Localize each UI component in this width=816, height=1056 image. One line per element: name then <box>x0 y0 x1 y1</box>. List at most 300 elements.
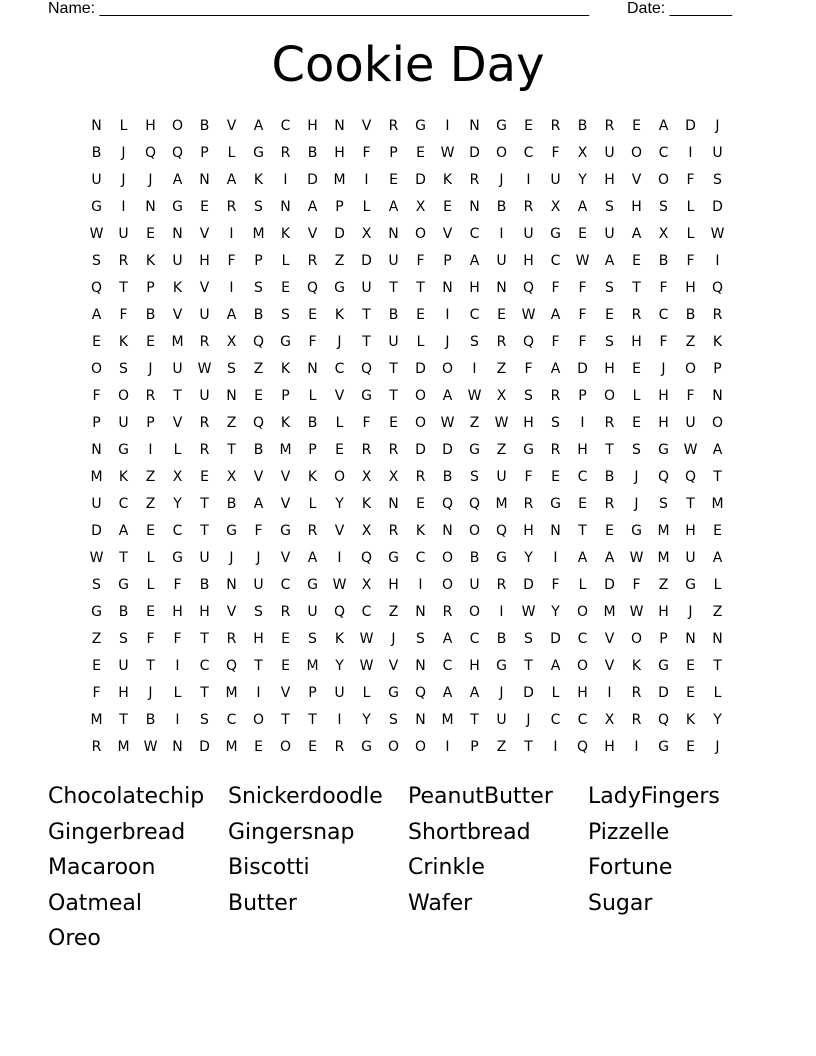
grid-letter: I <box>418 577 423 593</box>
grid-letter: G <box>496 550 507 566</box>
grid-letter: E <box>308 739 317 755</box>
grid-letter: T <box>470 712 479 728</box>
grid-letter: R <box>388 118 399 134</box>
grid-letter: V <box>334 388 345 404</box>
grid-letter: T <box>389 280 398 296</box>
grid-letter: W <box>440 145 455 161</box>
grid-letter: V <box>361 118 372 134</box>
grid-letter: E <box>686 658 695 674</box>
grid-letter: C <box>280 118 291 134</box>
grid-letter: E <box>605 307 614 323</box>
grid-letter: F <box>146 631 155 647</box>
grid-letter: I <box>445 739 450 755</box>
grid-letter: U <box>199 307 210 323</box>
grid-letter: J <box>634 469 639 485</box>
grid-letter: H <box>577 442 588 458</box>
grid-letter: T <box>308 712 317 728</box>
grid-letter: W <box>143 739 158 755</box>
grid-letter: M <box>117 739 130 755</box>
grid-letter: J <box>715 739 720 755</box>
grid-letter: S <box>254 199 263 215</box>
grid-letter: I <box>175 658 180 674</box>
grid-letter: H <box>604 739 615 755</box>
grid-letter: R <box>199 415 210 431</box>
grid-letter: V <box>307 226 318 242</box>
grid-letter: D <box>415 442 426 458</box>
grid-letter: Q <box>252 334 265 350</box>
grid-letter: C <box>469 307 480 323</box>
grid-letter: O <box>387 739 400 755</box>
grid-letter: P <box>578 388 587 404</box>
grid-letter: R <box>604 415 615 431</box>
grid-letter: K <box>361 496 372 512</box>
grid-letter: I <box>715 253 720 269</box>
grid-letter: S <box>254 280 263 296</box>
grid-letter: C <box>199 658 210 674</box>
grid-letter: H <box>604 172 615 188</box>
grid-letter: S <box>605 199 614 215</box>
grid-letter: U <box>361 280 372 296</box>
grid-letter: Z <box>145 496 156 512</box>
grid-letter: E <box>416 145 425 161</box>
grid-row <box>83 113 731 140</box>
grid-letter: E <box>389 415 398 431</box>
grid-letter: U <box>91 172 102 188</box>
grid-letter: T <box>713 469 722 485</box>
grid-letter: I <box>337 550 342 566</box>
grid-letter: C <box>523 145 534 161</box>
grid-letter: V <box>442 226 453 242</box>
grid-letter: R <box>631 712 642 728</box>
grid-letter: L <box>362 199 371 215</box>
grid-letter: Z <box>145 469 156 485</box>
grid-letter: R <box>523 199 534 215</box>
grid-letter: K <box>118 334 129 350</box>
grid-letter: C <box>334 361 345 377</box>
grid-letter: V <box>172 307 183 323</box>
grid-letter: M <box>306 658 319 674</box>
grid-letter: S <box>92 577 101 593</box>
grid-letter: U <box>334 685 345 701</box>
grid-letter: W <box>521 307 536 323</box>
grid-letter: G <box>685 577 696 593</box>
grid-letter: L <box>362 685 371 701</box>
grid-letter: X <box>361 469 372 485</box>
grid-letter: D <box>469 145 480 161</box>
grid-letter: Q <box>522 280 535 296</box>
grid-letter: H <box>685 280 696 296</box>
grid-letter: U <box>118 658 129 674</box>
grid-letter: R <box>145 388 156 404</box>
grid-letter: F <box>173 577 182 593</box>
grid-letter: F <box>524 469 533 485</box>
grid-letter: G <box>415 118 426 134</box>
grid-letter: D <box>550 631 561 647</box>
grid-letter: H <box>523 523 534 539</box>
grid-letter: K <box>442 172 453 188</box>
grid-row <box>83 221 731 248</box>
grid-letter: N <box>388 496 399 512</box>
grid-letter: I <box>526 172 531 188</box>
grid-letter: O <box>171 118 184 134</box>
grid-letter: G <box>496 658 507 674</box>
grid-letter: H <box>172 604 183 620</box>
grid-letter: G <box>91 604 102 620</box>
grid-letter: F <box>173 631 182 647</box>
grid-row <box>83 437 731 464</box>
grid-letter: V <box>604 658 615 674</box>
grid-letter: F <box>551 280 560 296</box>
grid-letter: S <box>227 361 236 377</box>
grid-letter: D <box>199 739 210 755</box>
grid-letter: O <box>630 631 643 647</box>
grid-letter: E <box>416 496 425 512</box>
grid-letter: M <box>225 685 238 701</box>
grid-letter: F <box>551 577 560 593</box>
grid-letter: Z <box>226 415 237 431</box>
grid-letter: I <box>553 550 558 566</box>
grid-letter: T <box>119 712 128 728</box>
grid-letter: I <box>580 415 585 431</box>
grid-letter: E <box>686 685 695 701</box>
grid-letter: E <box>146 334 155 350</box>
grid-letter: W <box>629 604 644 620</box>
grid-letter: E <box>443 199 452 215</box>
grid-letter: H <box>631 199 642 215</box>
grid-letter: J <box>688 604 693 620</box>
grid-letter: J <box>661 361 666 377</box>
grid-letter: H <box>658 415 669 431</box>
grid-letter: I <box>553 739 558 755</box>
page-title: Cookie Day <box>271 37 545 93</box>
grid-letter: W <box>575 253 590 269</box>
word-bank-item: Biscotti <box>228 855 310 880</box>
grid-letter: D <box>577 361 588 377</box>
grid-letter: C <box>577 712 588 728</box>
grid-letter: L <box>173 442 182 458</box>
grid-letter: U <box>604 145 615 161</box>
grid-letter: V <box>253 469 264 485</box>
grid-letter: E <box>281 280 290 296</box>
grid-letter: D <box>415 172 426 188</box>
grid-row <box>83 356 731 383</box>
grid-letter: D <box>415 361 426 377</box>
grid-letter: U <box>172 361 183 377</box>
grid-letter: Z <box>388 604 399 620</box>
grid-letter: W <box>521 604 536 620</box>
grid-letter: R <box>496 334 507 350</box>
grid-row <box>83 464 731 491</box>
grid-letter: I <box>472 361 477 377</box>
grid-letter: G <box>631 523 642 539</box>
grid-letter: U <box>685 415 696 431</box>
grid-letter: E <box>254 739 263 755</box>
grid-letter: W <box>359 631 374 647</box>
grid-letter: A <box>604 253 615 269</box>
grid-letter: E <box>146 226 155 242</box>
grid-letter: B <box>388 307 399 323</box>
grid-letter: U <box>604 226 615 242</box>
grid-letter: G <box>658 442 669 458</box>
word-bank-item: Butter <box>228 890 297 916</box>
grid-letter: N <box>712 388 723 404</box>
grid-letter: W <box>197 361 212 377</box>
grid-letter: N <box>388 226 399 242</box>
grid-letter: T <box>362 307 371 323</box>
grid-letter: F <box>551 334 560 350</box>
grid-letter: A <box>226 172 237 188</box>
grid-letter: N <box>226 577 237 593</box>
grid-letter: R <box>631 685 642 701</box>
grid-letter: V <box>280 469 291 485</box>
grid-letter: B <box>685 307 696 323</box>
grid-letter: A <box>91 307 102 323</box>
grid-letter: F <box>227 253 236 269</box>
grid-letter: B <box>253 442 264 458</box>
grid-letter: E <box>605 523 614 539</box>
grid-letter: A <box>712 442 723 458</box>
grid-letter: H <box>307 118 318 134</box>
grid-letter: K <box>415 523 426 539</box>
grid-letter: E <box>416 307 425 323</box>
grid-letter: T <box>524 658 533 674</box>
grid-letter: X <box>388 469 399 485</box>
grid-letter: W <box>494 415 509 431</box>
grid-row <box>83 680 731 707</box>
grid-letter: V <box>226 118 237 134</box>
grid-row <box>83 734 731 761</box>
grid-letter: H <box>199 604 210 620</box>
grid-letter: E <box>524 118 533 134</box>
grid-letter: W <box>710 226 725 242</box>
grid-letter: V <box>280 685 291 701</box>
grid-letter: Y <box>713 712 722 728</box>
grid-letter: X <box>496 388 507 404</box>
grid-letter: I <box>499 226 504 242</box>
grid-letter: G <box>334 280 345 296</box>
grid-letter: V <box>199 226 210 242</box>
grid-letter: N <box>685 631 696 647</box>
grid-letter: P <box>200 145 209 161</box>
word-bank <box>48 779 768 957</box>
grid-letter: L <box>551 685 560 701</box>
grid-letter: A <box>469 685 480 701</box>
grid-letter: C <box>550 712 561 728</box>
grid-letter: G <box>361 739 372 755</box>
grid-letter: T <box>200 685 209 701</box>
word-bank-item: Oatmeal <box>48 890 142 916</box>
grid-letter: L <box>146 577 155 593</box>
grid-letter: U <box>712 145 723 161</box>
grid-letter: R <box>388 523 399 539</box>
word-bank-item: Snickerdoodle <box>228 784 383 809</box>
grid-letter: C <box>577 631 588 647</box>
grid-letter: O <box>630 145 643 161</box>
grid-letter: Q <box>225 658 238 674</box>
grid-letter: J <box>499 685 504 701</box>
grid-letter: D <box>523 577 534 593</box>
grid-letter: T <box>119 550 128 566</box>
grid-letter: T <box>578 523 587 539</box>
grid-letter: X <box>226 334 237 350</box>
grid-letter: M <box>171 334 184 350</box>
grid-letter: I <box>634 739 639 755</box>
grid-letter: P <box>443 253 452 269</box>
grid-letter: A <box>442 685 453 701</box>
grid-letter: D <box>712 199 723 215</box>
grid-letter: W <box>89 550 104 566</box>
grid-letter: Q <box>252 415 265 431</box>
grid-letter: X <box>172 469 183 485</box>
grid-letter: N <box>712 631 723 647</box>
grid-row <box>83 626 731 653</box>
grid-letter: O <box>90 361 103 377</box>
grid-letter: S <box>713 172 722 188</box>
grid-letter: G <box>388 550 399 566</box>
grid-letter: W <box>629 550 644 566</box>
name-line: Name: _______________________________________________________ <box>48 0 589 17</box>
grid-letter: E <box>281 631 290 647</box>
grid-letter: G <box>226 523 237 539</box>
grid-letter: M <box>225 739 238 755</box>
grid-letter: O <box>684 361 697 377</box>
grid-letter: R <box>469 172 480 188</box>
grid-row <box>83 707 731 734</box>
grid-letter: S <box>524 631 533 647</box>
grid-letter: C <box>658 307 669 323</box>
grid-letter: H <box>145 118 156 134</box>
grid-letter: X <box>361 577 372 593</box>
grid-letter: M <box>90 712 103 728</box>
grid-letter: M <box>441 712 454 728</box>
grid-letter: A <box>388 199 399 215</box>
grid-letter: A <box>631 226 642 242</box>
grid-letter: N <box>550 523 561 539</box>
grid-letter: V <box>388 658 399 674</box>
grid-letter: X <box>550 199 561 215</box>
grid-letter: H <box>469 280 480 296</box>
grid-letter: H <box>658 604 669 620</box>
grid-letter: Z <box>469 415 480 431</box>
grid-letter: U <box>253 577 264 593</box>
grid-letter: S <box>281 307 290 323</box>
grid-letter: T <box>200 631 209 647</box>
grid-letter: J <box>121 172 126 188</box>
grid-letter: A <box>604 550 615 566</box>
grid-letter: Q <box>657 469 670 485</box>
grid-letter: F <box>92 388 101 404</box>
grid-row <box>83 383 731 410</box>
grid-letter: H <box>604 361 615 377</box>
grid-letter: L <box>308 496 317 512</box>
grid-letter: S <box>605 280 614 296</box>
grid-letter: X <box>226 469 237 485</box>
grid-letter: H <box>523 253 534 269</box>
grid-letter: N <box>91 442 102 458</box>
grid-letter: G <box>118 442 129 458</box>
grid-letter: Q <box>657 712 670 728</box>
grid-letter: F <box>686 388 695 404</box>
grid-letter: P <box>470 739 479 755</box>
grid-letter: Y <box>335 496 344 512</box>
grid-letter: S <box>254 604 263 620</box>
grid-letter: H <box>334 145 345 161</box>
grid-letter: K <box>118 469 129 485</box>
grid-letter: J <box>391 631 396 647</box>
grid-letter: R <box>334 739 345 755</box>
grid-letter: L <box>281 253 290 269</box>
grid-letter: E <box>578 496 587 512</box>
grid-letter: K <box>712 334 723 350</box>
grid-letter: Y <box>335 658 344 674</box>
grid-letter: G <box>118 577 129 593</box>
grid-letter: A <box>550 307 561 323</box>
grid-letter: B <box>226 496 237 512</box>
grid-letter: S <box>308 631 317 647</box>
grid-letter: R <box>199 334 210 350</box>
grid-letter: P <box>389 145 398 161</box>
grid-letter: S <box>470 469 479 485</box>
grid-letter: R <box>307 523 318 539</box>
grid-letter: R <box>604 118 615 134</box>
date-line: Date: _______ <box>627 0 732 17</box>
grid-letter: F <box>659 280 668 296</box>
grid-letter: R <box>550 118 561 134</box>
grid-letter: U <box>172 253 183 269</box>
grid-letter: B <box>442 469 453 485</box>
grid-row <box>83 410 731 437</box>
grid-letter: S <box>119 631 128 647</box>
grid-letter: W <box>332 577 347 593</box>
grid-letter: P <box>308 442 317 458</box>
grid-letter: N <box>307 361 318 377</box>
grid-letter: U <box>388 253 399 269</box>
grid-letter: T <box>524 739 533 755</box>
grid-letter: T <box>200 523 209 539</box>
grid-letter: B <box>604 469 615 485</box>
grid-letter: G <box>91 199 102 215</box>
grid-letter: K <box>631 658 642 674</box>
grid-letter: P <box>281 388 290 404</box>
grid-row <box>83 518 731 545</box>
grid-letter: X <box>361 226 372 242</box>
grid-letter: Z <box>685 334 696 350</box>
grid-letter: F <box>686 253 695 269</box>
grid-letter: E <box>146 604 155 620</box>
grid-letter: W <box>683 442 698 458</box>
grid-letter: L <box>308 388 317 404</box>
grid-letter: H <box>658 388 669 404</box>
grid-letter: I <box>445 307 450 323</box>
grid-letter: Q <box>684 469 697 485</box>
grid-letter: C <box>469 631 480 647</box>
grid-letter: E <box>254 388 263 404</box>
grid-letter: H <box>523 415 534 431</box>
grid-letter: S <box>470 334 479 350</box>
grid-letter: A <box>577 550 588 566</box>
grid-letter: O <box>333 469 346 485</box>
grid-letter: T <box>254 658 263 674</box>
grid-letter: Q <box>306 280 319 296</box>
grid-letter: F <box>362 415 371 431</box>
grid-letter: F <box>551 145 560 161</box>
grid-letter: A <box>226 307 237 323</box>
grid-letter: A <box>550 658 561 674</box>
grid-letter: A <box>307 199 318 215</box>
grid-letter: U <box>469 577 480 593</box>
grid-letter: R <box>280 604 291 620</box>
grid-letter: I <box>445 118 450 134</box>
